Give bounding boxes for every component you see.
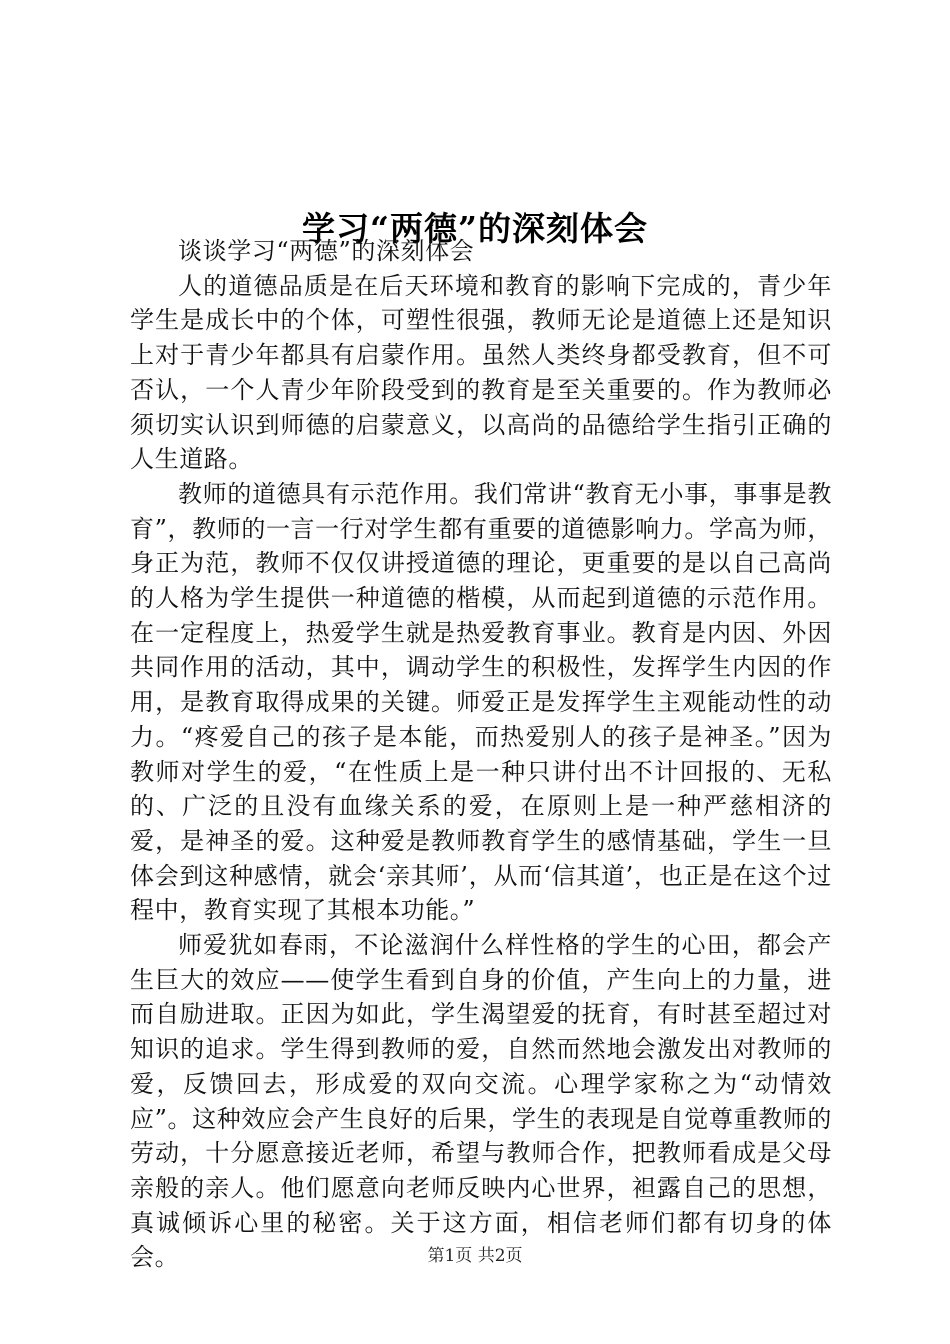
paragraph: 师爱犹如春雨，不论滋润什么样性格的学生的心田，都会产生巨大的效应——使学生看到自身的价值，产生向上的力量，进而自励进取。正因为如此，学生渴望爱的抚育，有时甚至超过对知识的追求。学生得到教师的爱，自然而然地会激发出对教师的爱，反馈回去，形成爱的双向交流。心理学家称之为“动情效应”。这种效应会产生良好的后果，学生的表现是自觉尊重教师的劳动，十分愿意接近老师，希望与教师合作，把教师看成是父母亲般的亲人。他们愿意向老师反映内心世界，袒露自己的思想，真诚倾诉心里的秘密。关于这方面，相信老师们都有切身的体会。 [130,931,832,1272]
paragraph: 教师的道德具有示范作用。我们常讲“教育无小事，事事是教育”，教师的一言一行对学生都有重要的道德影响力。学高为师，身正为范，教师不仅仅讲授道德的理论，更重要的是以自己高尚的人格为学生提供一种道德的楷模，从而起到道德的示范作用。在一定程度上，热爱学生就是热爱教育事业。教育是内因、外因共同作用的活动，其中，调动学生的积极性，发挥学生内因的作用，是教育取得成果的关键。师爱正是发挥学生主观能动性的动力。“疼爱自己的孩子是本能，而热爱别人的孩子是神圣。”因为教师对学生的爱，“在性质上是一种只讲付出不计回报的、无私的、广泛的且没有血缘关系的爱，在原则上是一种严慈相济的爱，是神圣的爱。这种爱是教师教育学生的感情基础，学生一旦体会到这种感情，就会‘亲其师’，从而‘信其道’，也正是在这个过程中，教育实现了其根本功能。” [130,479,832,925]
document-body [130,234,832,1275]
document-title: 学习“两德”的深刻体会 [302,209,648,249]
page-number-footer: 第1页 共2页 [427,1246,523,1266]
document-subtitle: 谈谈学习“两德”的深刻体会 [178,237,475,265]
paragraph: 人的道德品质是在后天环境和教育的影响下完成的，青少年学生是成长中的个体，可塑性很强，教师无论是道德上还是知识上对于青少年都具有启蒙作用。虽然人类终身都受教育，但不可否认，一个人青少年阶段受到的教育是至关重要的。作为教师必须切实认识到师德的启蒙意义，以高尚的品德给学生指引正确的人生道路。 [130,271,832,474]
